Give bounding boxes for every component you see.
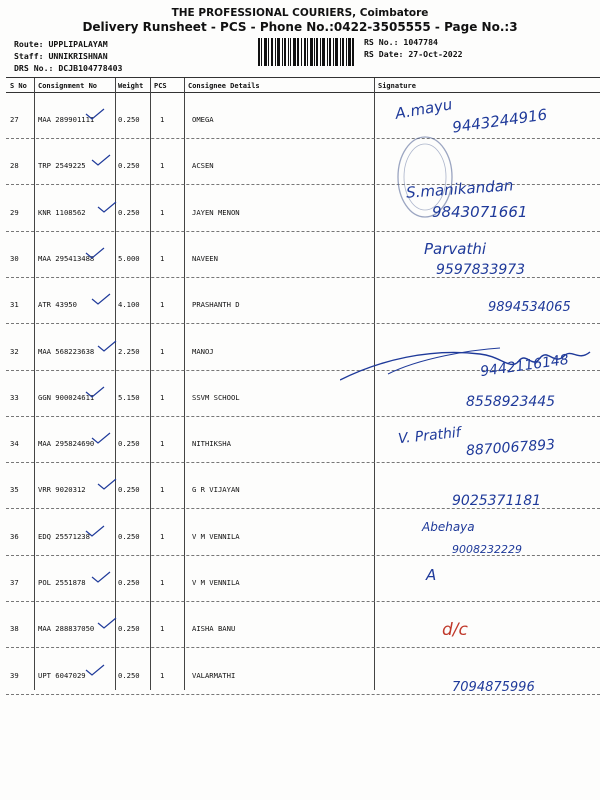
cell-sno: 32 (10, 346, 19, 356)
cell-sno: 29 (10, 207, 19, 217)
cell-weight: 2.250 (118, 346, 140, 356)
cell-pcs: 1 (160, 439, 165, 449)
cell-consignee: PRASHANTH D (192, 300, 240, 310)
cell-pcs: 1 (160, 392, 165, 402)
cell-consignee: NAVEEN (192, 253, 218, 263)
cell-pcs: 1 (160, 207, 165, 217)
check-mark-icon (96, 477, 118, 491)
cell-consignment: MAA 295824690 (38, 439, 95, 449)
cell-sno: 27 (10, 115, 19, 124)
signature-handwriting: Parvathi (424, 240, 487, 258)
cell-consignment: MAA 295413488 (38, 253, 95, 263)
runsheet-title: Delivery Runsheet - PCS - Phone No.:0422-3505555 - Page No.:3 (82, 20, 518, 34)
check-mark-icon (90, 292, 112, 306)
cell-consignment: EDQ 25571238 (38, 531, 90, 541)
handwritten-phone: 9008232229 (452, 543, 522, 556)
handwritten-phone: 8870067893 (465, 436, 556, 460)
cell-pcs: 1 (160, 670, 165, 680)
cell-consignment: KNR 1108562 (38, 207, 86, 217)
handwritten-phone: 9843071661 (432, 203, 528, 221)
check-mark-icon (96, 339, 118, 353)
col-signature: Signature (378, 82, 416, 90)
cell-sno: 31 (10, 300, 19, 310)
cell-sno: 33 (10, 392, 19, 402)
check-mark-icon (84, 385, 106, 399)
signature-handwriting: A (426, 566, 437, 584)
cell-consignment: ATR 43950 (38, 300, 77, 310)
drs-number: DRS No.: DCJB104778403 (14, 63, 123, 73)
cell-sno: 35 (10, 485, 19, 495)
company-title: THE PROFESSIONAL COURIERS, Coimbatore (171, 7, 429, 19)
signature-handwriting: d/c (442, 620, 468, 640)
cell-consignee: SSVM SCHOOL (192, 392, 240, 402)
cell-sno: 28 (10, 161, 19, 171)
cell-weight: 0.250 (118, 207, 140, 217)
cell-weight: 0.250 (118, 115, 140, 124)
col-consignment: Consignment No (38, 82, 98, 90)
cell-consignee: OMEGA (192, 115, 214, 124)
cell-consignee: V M VENNILA (192, 531, 240, 541)
check-mark-icon (84, 663, 106, 677)
cell-weight: 0.250 (118, 670, 140, 680)
barcode-image (258, 38, 354, 66)
cell-weight: 5.000 (118, 253, 140, 263)
cell-pcs: 1 (160, 485, 165, 495)
cell-weight: 0.250 (118, 624, 140, 634)
col-consignee: Consignee Details (188, 82, 260, 90)
route-label: Route: UPPLIPALAYAM (14, 39, 108, 49)
col-weight: Weight (118, 82, 144, 90)
cell-pcs: 1 (160, 578, 165, 587)
cell-pcs: 1 (160, 346, 165, 356)
cell-pcs: 1 (160, 624, 165, 634)
cell-consignee: G R VIJAYAN (192, 485, 240, 495)
cell-consignment: UPT 6047029 (38, 670, 86, 680)
cell-consignment: POL 2551878 (38, 578, 86, 587)
cell-sno: 38 (10, 624, 19, 634)
cell-consignment: VRR 9020312 (38, 485, 86, 495)
cell-consignee: V M VENNILA (192, 578, 240, 587)
cell-weight: 0.250 (118, 578, 140, 587)
cell-consignment: MAA 289901111 (38, 115, 95, 124)
cell-consignment: MAA 288837050 (38, 624, 95, 634)
check-mark-icon (90, 570, 112, 584)
cell-weight: 0.250 (118, 485, 140, 495)
rs-number: RS No.: 1047784 (364, 37, 438, 47)
handwritten-phone: 9443244916 (451, 105, 549, 137)
cell-weight: 0.250 (118, 161, 140, 171)
check-mark-icon (84, 524, 106, 538)
table-row (6, 602, 600, 648)
check-mark-icon (90, 153, 112, 167)
cell-consignment: MAA 568223638 (38, 346, 95, 356)
check-mark-icon (90, 431, 112, 445)
cell-weight: 0.250 (118, 531, 140, 541)
signature-handwriting: V. Prathif (397, 424, 462, 448)
cell-weight: 4.100 (118, 300, 140, 310)
cell-consignment: GGN 900024611 (38, 392, 95, 402)
handwritten-phone: 9597833973 (436, 262, 526, 278)
signature-handwriting: S.manikandan (405, 176, 514, 202)
col-sno: S No (10, 82, 27, 90)
cell-pcs: 1 (160, 531, 165, 541)
cell-sno: 30 (10, 253, 19, 263)
cell-consignee: VALARMATHI (192, 670, 236, 680)
cell-consignee: MANOJ (192, 346, 214, 356)
cell-pcs: 1 (160, 115, 165, 124)
check-mark-icon (84, 107, 106, 121)
check-mark-icon (96, 200, 118, 214)
rs-date: RS Date: 27-Oct-2022 (364, 49, 463, 59)
handwritten-phone: 9025371181 (452, 493, 542, 509)
cell-consignee: JAYEN MENON (192, 207, 240, 217)
handwritten-phone: 7094875996 (452, 680, 535, 695)
col-pcs: PCS (154, 82, 167, 90)
handwritten-phone: 9442116148 (479, 351, 570, 381)
cell-pcs: 1 (160, 253, 165, 263)
cell-pcs: 1 (160, 161, 165, 171)
header-top-rule (6, 77, 600, 78)
cell-consignee: ACSEN (192, 161, 214, 171)
handwritten-phone: 8558923445 (466, 394, 556, 410)
cell-sno: 34 (10, 439, 19, 449)
staff-label: Staff: UNNIKRISHNAN (14, 51, 108, 61)
cell-consignee: AISHA BANU (192, 624, 236, 634)
cell-sno: 39 (10, 670, 19, 680)
cell-sno: 36 (10, 531, 19, 541)
signature-scribble (340, 340, 600, 400)
cell-weight: 5.150 (118, 392, 140, 402)
cell-consignment: TRP 2549225 (38, 161, 86, 171)
check-mark-icon (96, 616, 118, 630)
cell-weight: 0.250 (118, 439, 140, 449)
cell-sno: 37 (10, 578, 19, 587)
handwritten-phone: 9894534065 (488, 300, 571, 315)
check-mark-icon (84, 246, 106, 260)
table-row (6, 556, 600, 602)
cell-pcs: 1 (160, 300, 165, 310)
signature-handwriting: A.mayu (393, 95, 454, 123)
cell-consignee: NITHIKSHA (192, 439, 231, 449)
signature-handwriting: Abehaya (422, 520, 475, 534)
